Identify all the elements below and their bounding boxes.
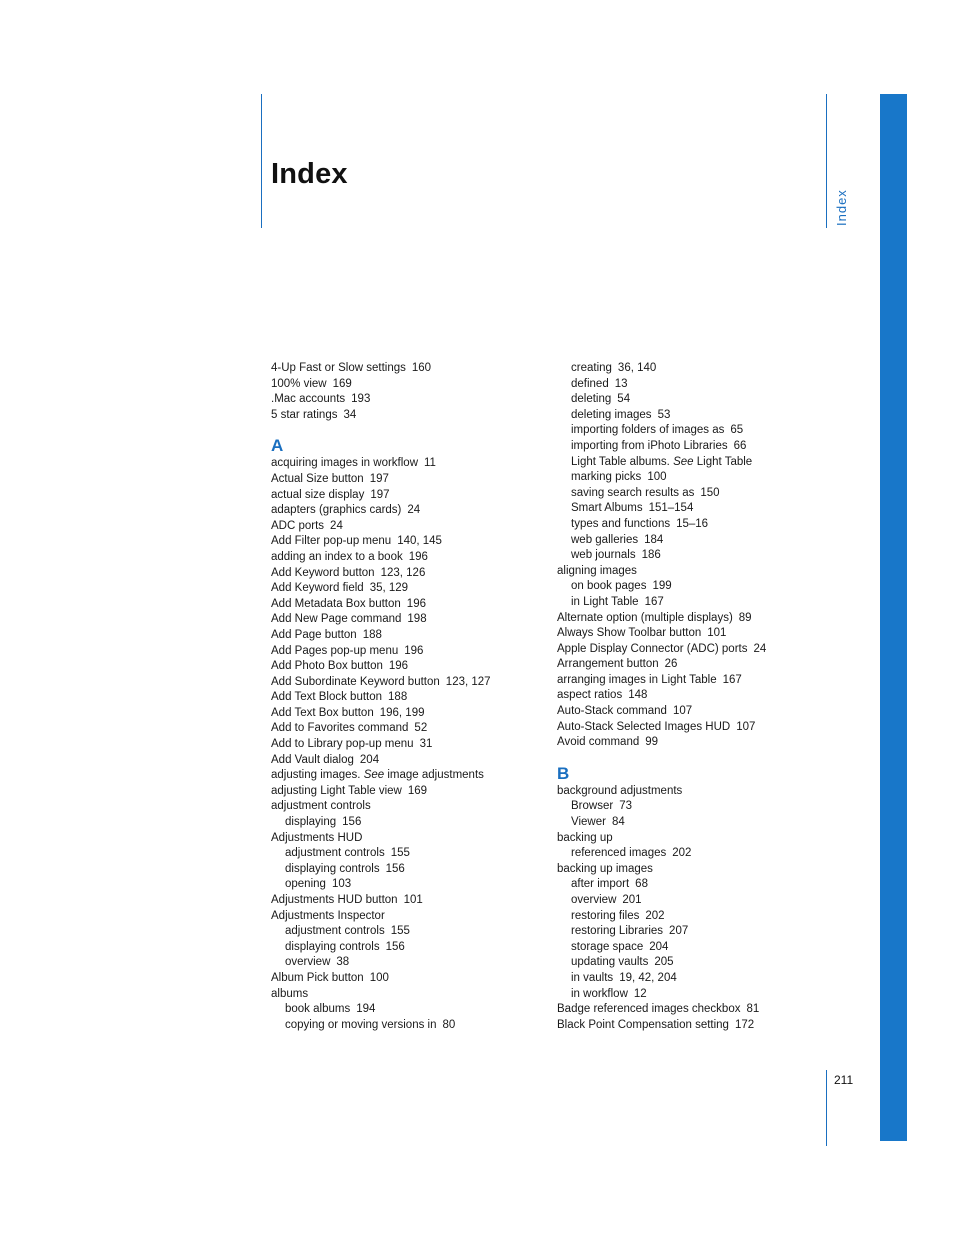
- entry-term: adjusting Light Table view: [271, 784, 402, 797]
- entry-term: aspect ratios: [557, 689, 623, 702]
- entry-term: Add Metadata Box button: [271, 597, 401, 610]
- entry-pages: 204: [649, 940, 669, 953]
- entry-pages: 197: [370, 488, 390, 501]
- entry-term: Add Text Box button: [271, 706, 374, 719]
- index-subentry: [271, 862, 541, 878]
- entry-term: Add Text Block button: [271, 691, 383, 704]
- index-entry: [271, 690, 541, 706]
- entry-pages: 199: [652, 580, 672, 593]
- index-entry: [271, 831, 541, 847]
- entry-pages: 31: [419, 738, 433, 751]
- entry-pages: 54: [617, 393, 631, 406]
- section-letter: B: [557, 763, 570, 783]
- entry-pages: 73: [619, 800, 632, 813]
- index-entry: [271, 597, 541, 613]
- index-subentry: [271, 1002, 541, 1018]
- page-number: 211: [834, 1073, 854, 1087]
- index-entry: [557, 688, 827, 704]
- section-letter: A: [271, 436, 284, 456]
- entry-term: web journals: [571, 549, 636, 562]
- entry-pages: 35, 129: [369, 582, 409, 595]
- index-entry: [271, 550, 541, 566]
- entry-term: in vaults: [571, 971, 614, 984]
- entry-pages: 201: [622, 894, 642, 906]
- index-subentry: [557, 455, 827, 471]
- index-entry: [271, 971, 541, 987]
- index-subentry: [271, 846, 541, 862]
- entry-term: Add Keyword field: [271, 582, 364, 595]
- side-rule-bottom: [826, 1070, 827, 1146]
- entry-term: Actual Size button: [271, 472, 364, 485]
- entry-pages: 26: [664, 658, 678, 671]
- index-subentry: [271, 955, 541, 971]
- entry-term: albums: [271, 987, 309, 1000]
- index-entry: [271, 392, 541, 408]
- index-subentry: [557, 893, 827, 909]
- entry-term: Always Show Toolbar button: [557, 627, 702, 640]
- index-subentry: [557, 548, 827, 564]
- entry-term: on book pages: [571, 580, 647, 593]
- index-entry: [557, 673, 827, 689]
- index-column-left: [271, 361, 541, 1033]
- index-entry: [557, 862, 827, 878]
- index-subentry: [557, 955, 827, 971]
- index-entry: [271, 503, 541, 519]
- entry-term: Add Vault dialog: [271, 753, 354, 766]
- entry-term: adjustment controls: [285, 925, 385, 938]
- index-subentry: [557, 579, 827, 595]
- entry-pages: 65: [730, 424, 744, 437]
- entry-term: Adjustments Inspector: [271, 909, 385, 922]
- index-entry: [271, 893, 541, 909]
- index-entry: [557, 735, 827, 751]
- entry-term: book albums: [285, 1003, 351, 1016]
- entry-pages: 101: [403, 894, 423, 906]
- entry-pages: 52: [414, 722, 428, 735]
- entry-pages: 100: [369, 971, 389, 984]
- index-subentry: [557, 846, 827, 862]
- entry-term: overview: [285, 956, 331, 969]
- entry-term: Smart Albums: [571, 502, 643, 515]
- entry-pages: 53: [657, 408, 671, 421]
- entry-pages: 205: [654, 956, 674, 969]
- entry-term: in workflow: [571, 987, 628, 1000]
- index-entry: [271, 519, 541, 535]
- entry-pages: 12: [633, 987, 647, 1000]
- side-tab-label: [826, 189, 856, 229]
- entry-term: ADC ports: [271, 519, 325, 532]
- entry-term: 5 star ratings: [271, 408, 338, 421]
- entry-pages: 169: [332, 377, 352, 390]
- entry-term: saving search results as: [571, 486, 695, 499]
- entry-pages: 24: [330, 519, 343, 532]
- index-subentry: [557, 423, 827, 439]
- index-entry: [557, 1002, 827, 1018]
- entry-term: Add Subordinate Keyword button: [271, 675, 440, 688]
- entry-term: web galleries: [571, 533, 639, 546]
- entry-term: Black Point Compensation setting: [557, 1018, 729, 1031]
- entry-pages: 123, 126: [380, 566, 426, 579]
- entry-term: backing up images: [557, 862, 653, 875]
- index-entry: [557, 564, 827, 580]
- entry-term: adjustment controls: [271, 800, 371, 813]
- entry-pages: 123, 127: [445, 675, 491, 688]
- entry-term: Alternate option (multiple displays): [557, 611, 733, 624]
- entry-term: Avoid command: [557, 736, 640, 749]
- index-entry: [271, 456, 541, 472]
- index-entry: [271, 737, 541, 753]
- entry-term: deleting images: [571, 408, 652, 421]
- entry-term: Add to Library pop-up menu: [271, 738, 414, 751]
- entry-term: restoring Libraries: [571, 925, 664, 938]
- entry-term: defined: [571, 377, 609, 390]
- entry-pages: 13: [614, 377, 628, 390]
- index-entry: [271, 644, 541, 660]
- index-subentry: [557, 486, 827, 502]
- entry-pages: 186: [641, 549, 661, 562]
- index-entry: [271, 784, 541, 800]
- entry-pages: 80: [442, 1018, 456, 1031]
- index-entry: [271, 628, 541, 644]
- entry-pages: 103: [331, 878, 352, 891]
- entry-pages: 150: [700, 486, 720, 499]
- entry-term: Auto-Stack Selected Images HUD: [557, 720, 731, 733]
- entry-pages: 101: [707, 627, 727, 640]
- entry-term: adjustment controls: [285, 847, 385, 860]
- index-entry: [271, 377, 541, 393]
- index-subentry: [271, 924, 541, 940]
- index-subentry: [557, 439, 827, 455]
- entry-pages: 107: [736, 720, 756, 733]
- entry-pages: 155: [390, 847, 410, 860]
- entry-pages: 81: [746, 1003, 760, 1016]
- index-entry: [271, 768, 541, 784]
- entry-term: deleting: [571, 393, 612, 406]
- index-entry: [271, 581, 541, 597]
- entry-term: displaying controls: [285, 862, 380, 875]
- chapter-tab: [880, 94, 907, 1141]
- index-subentry: [557, 533, 827, 549]
- index-subentry: [557, 877, 827, 893]
- index-column-right: [557, 361, 827, 1033]
- entry-pages: 140, 145: [397, 535, 442, 548]
- entry-term: Add New Page command: [271, 613, 402, 626]
- entry-pages: 198: [407, 613, 427, 626]
- entry-pages: 151–154: [648, 502, 694, 515]
- index-entry: [271, 706, 541, 722]
- entry-pages: 156: [342, 816, 362, 829]
- entry-pages: 202: [672, 847, 692, 860]
- entry-pages: 66: [733, 439, 747, 452]
- entry-pages: 19, 42, 204: [619, 971, 677, 984]
- index-subentry: [557, 501, 827, 517]
- entry-term: in Light Table: [571, 595, 639, 608]
- entry-pages: 107: [672, 705, 693, 718]
- entry-term: restoring files: [571, 909, 640, 922]
- entry-pages: 194: [356, 1003, 376, 1016]
- entry-term: Badge referenced images checkbox: [557, 1003, 741, 1016]
- index-subentry: [557, 392, 827, 408]
- entry-pages: 188: [362, 628, 382, 641]
- entry-pages: 184: [644, 533, 664, 546]
- entry-term: adding an index to a book: [271, 550, 403, 563]
- entry-pages: 160: [411, 362, 432, 374]
- index-subentry: [557, 595, 827, 611]
- index-entry: [557, 611, 827, 627]
- entry-term: 100% view: [271, 377, 327, 390]
- entry-pages: 196, 199: [379, 706, 425, 719]
- entry-term: Light Table albums.: [571, 455, 670, 468]
- entry-term: adapters (graphics cards): [271, 504, 402, 517]
- see-reference: See: [673, 455, 694, 468]
- index-subentry: [557, 971, 827, 987]
- entry-term: opening: [285, 878, 326, 891]
- index-entry: [271, 361, 541, 377]
- index-subentry: [557, 909, 827, 925]
- entry-term: Adjustments HUD button: [271, 894, 398, 906]
- index-subentry: [271, 1018, 541, 1034]
- index-entry: [557, 626, 827, 642]
- entry-pages: 156: [385, 862, 405, 875]
- index-entry: [557, 657, 827, 673]
- entry-pages: 24: [753, 642, 767, 655]
- entry-term: Add Filter pop-up menu: [271, 535, 392, 548]
- entry-term: .Mac accounts: [271, 393, 346, 406]
- index-entry: [271, 799, 541, 815]
- index-entry: [271, 534, 541, 550]
- entry-term: Arrangement button: [557, 658, 659, 671]
- entry-term: referenced images: [571, 847, 667, 860]
- entry-pages: 36, 140: [617, 362, 657, 374]
- entry-pages: 68: [635, 878, 648, 891]
- entry-term: background adjustments: [557, 784, 683, 797]
- entry-pages: 167: [644, 595, 664, 608]
- entry-term: 4-Up Fast or Slow settings: [271, 362, 406, 374]
- entry-pages: 38: [336, 956, 350, 969]
- index-subentry: [557, 987, 827, 1003]
- entry-pages: 148: [628, 689, 648, 702]
- index-entry: [271, 472, 541, 488]
- entry-term: types and functions: [571, 517, 671, 530]
- index-subentry: [557, 924, 827, 940]
- entry-pages: 204: [359, 753, 380, 766]
- entry-pages: 169: [407, 784, 428, 797]
- entry-pages: 196: [404, 644, 424, 657]
- entry-term: Album Pick button: [271, 971, 364, 984]
- entry-term: backing up: [557, 831, 613, 844]
- index-entry: [557, 831, 827, 847]
- index-entry: [557, 1018, 827, 1034]
- entry-term: after import: [571, 878, 630, 891]
- entry-term: aligning images: [557, 564, 637, 577]
- index-entry: [271, 408, 541, 424]
- entry-term: displaying controls: [285, 940, 380, 953]
- index-subentry: [557, 815, 827, 831]
- entry-pages: 193: [351, 393, 371, 406]
- entry-pages: 202: [645, 909, 665, 922]
- entry-term: displaying: [285, 816, 337, 829]
- index-subentry: [557, 470, 827, 486]
- entry-pages: 156: [385, 940, 405, 953]
- entry-term: Add Photo Box button: [271, 660, 383, 673]
- entry-pages: 99: [645, 736, 659, 749]
- entry-term: overview: [571, 894, 617, 906]
- index-entry: [271, 909, 541, 925]
- entry-term: actual size display: [271, 488, 365, 501]
- title-rule: [261, 94, 262, 228]
- entry-term: adjusting images.: [271, 769, 361, 782]
- entry-term: acquiring images in workflow: [271, 457, 419, 470]
- index-entry: [271, 612, 541, 628]
- entry-term: importing from iPhoto Libraries: [571, 439, 728, 452]
- index-entry: [557, 704, 827, 720]
- page-title: Index: [271, 158, 348, 190]
- index-subentry: [557, 361, 827, 377]
- entry-pages: 172: [734, 1018, 755, 1031]
- entry-term: Apple Display Connector (ADC) ports: [557, 642, 748, 655]
- entry-term: Add Page button: [271, 628, 357, 641]
- entry-pages: 196: [388, 660, 409, 673]
- entry-pages: 15–16: [676, 517, 709, 530]
- index-entry: [271, 987, 541, 1003]
- entry-pages: 167: [722, 673, 742, 686]
- entry-term: Add Keyword button: [271, 566, 375, 579]
- see-target: image adjustments: [387, 769, 484, 782]
- entry-pages: 89: [738, 611, 752, 624]
- index-entry: [557, 642, 827, 658]
- index-entry: [557, 784, 827, 800]
- entry-term: Viewer: [571, 816, 606, 829]
- index-entry: [271, 566, 541, 582]
- entry-term: importing folders of images as: [571, 424, 725, 437]
- entry-pages: 197: [369, 472, 389, 485]
- index-subentry: [557, 377, 827, 393]
- index-entry: [557, 720, 827, 736]
- entry-term: storage space: [571, 940, 644, 953]
- entry-term: copying or moving versions in: [285, 1018, 437, 1031]
- entry-pages: 84: [611, 816, 625, 829]
- index-subentry: [557, 408, 827, 424]
- index-subentry: [557, 799, 827, 815]
- entry-pages: 24: [407, 504, 421, 517]
- index-subentry: [271, 940, 541, 956]
- entry-pages: 196: [408, 550, 428, 563]
- entry-term: Adjustments HUD: [271, 831, 363, 844]
- index-entry: [271, 721, 541, 737]
- entry-term: creating: [571, 362, 612, 374]
- entry-pages: 188: [388, 691, 408, 704]
- side-tab-text: Index: [834, 189, 849, 226]
- see-target: Light Table: [696, 455, 753, 468]
- index-entry: [271, 488, 541, 504]
- entry-pages: 34: [343, 408, 357, 421]
- index-entry: [271, 753, 541, 769]
- index-subentry: [557, 940, 827, 956]
- entry-term: Browser: [571, 800, 614, 813]
- entry-term: Add to Favorites command: [271, 722, 409, 735]
- entry-term: Auto-Stack command: [557, 705, 667, 718]
- entry-pages: 207: [669, 925, 689, 938]
- index-entry: [271, 675, 541, 691]
- index-subentry: [557, 517, 827, 533]
- entry-pages: 155: [390, 925, 410, 938]
- index-subentry: [271, 815, 541, 831]
- entry-term: updating vaults: [571, 956, 649, 969]
- see-reference: See: [363, 769, 385, 782]
- entry-pages: 196: [406, 597, 426, 610]
- entry-pages: 11: [424, 457, 436, 470]
- index-entry: [271, 659, 541, 675]
- entry-pages: 100: [647, 471, 667, 484]
- index-subentry: [271, 877, 541, 893]
- entry-term: arranging images in Light Table: [557, 673, 717, 686]
- entry-term: marking picks: [571, 471, 642, 484]
- entry-term: Add Pages pop-up menu: [271, 644, 399, 657]
